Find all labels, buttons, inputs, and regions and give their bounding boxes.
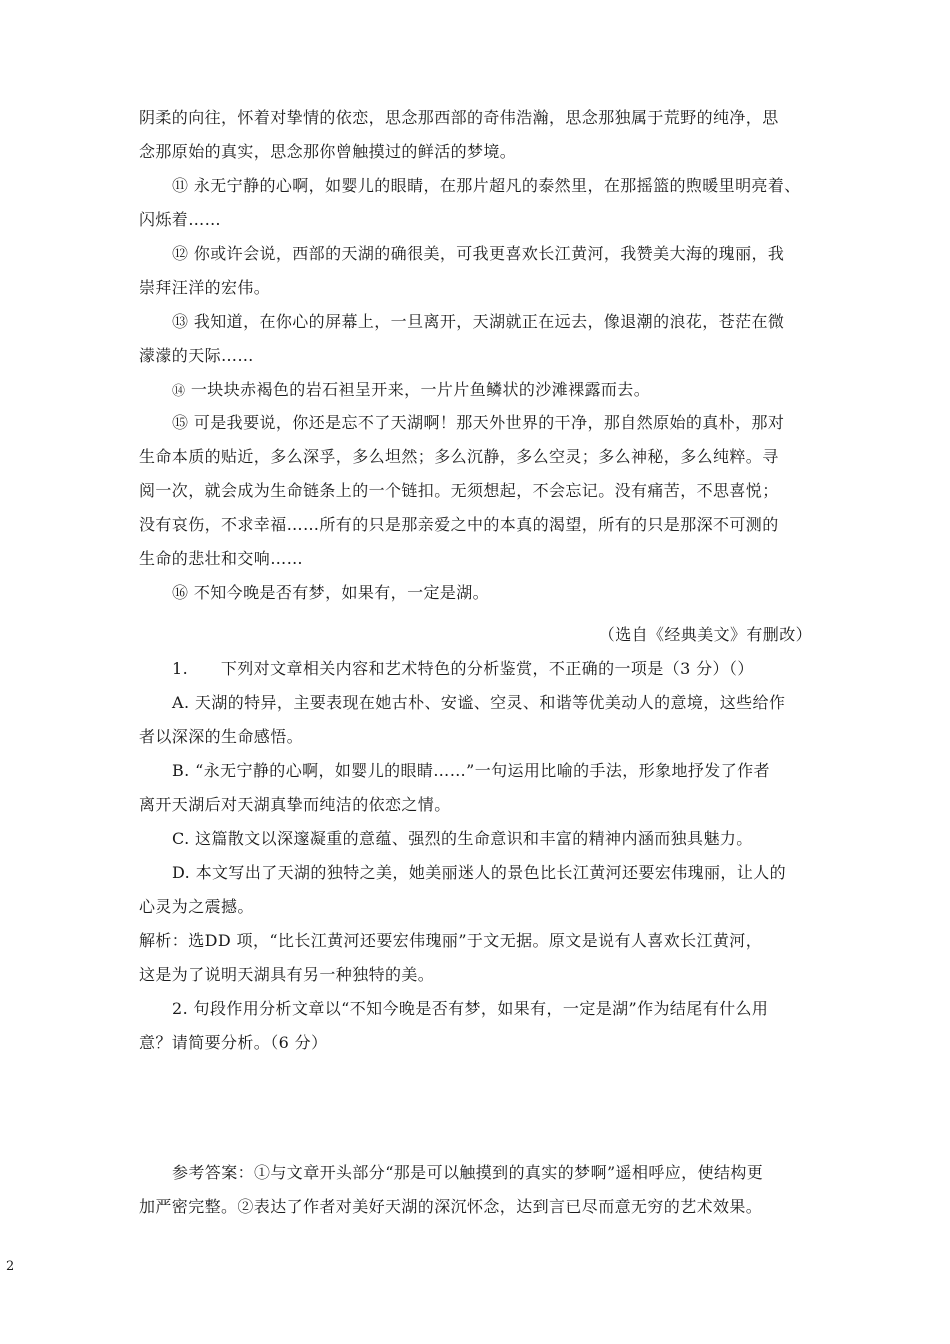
reference-answer: 参考答案：①与文章开头部分“那是可以触摸到的真实的梦啊”遥相呼应，使结构更 <box>172 1163 764 1182</box>
analysis: 解析：选DD 项，“比长江黄河还要宏伟瑰丽”于文无据。原文是说有人喜欢长江黄河， <box>139 931 763 950</box>
source-citation: （选自《经典美文》有删改） <box>598 625 812 644</box>
option-a: A. 天湖的特异，主要表现在她古朴、安谧、空灵、和谐等优美动人的意境，这些给作 <box>172 693 786 712</box>
paragraph-number: ⑭ <box>172 384 186 399</box>
passage-line: 没有哀伤，不求幸福……所有的只是那亲爱之中的本真的渴望，所有的只是那深不可测的 <box>139 515 779 534</box>
question-1-stem: 1. 下列对文章相关内容和艺术特色的分析鉴赏，不正确的一项是（3 分）（） <box>172 659 754 678</box>
passage-line: 生命本质的贴近，多么深孚，多么坦然；多么沉静，多么空灵；多么神秘，多么纯粹。寻 <box>139 447 779 466</box>
option-b: B. “永无宁静的心啊，如婴儿的眼睛……”一句运用比喻的手法，形象地抒发了作者 <box>172 761 770 780</box>
option-b-cont: 离开天湖后对天湖真挚而纯洁的依恋之情。 <box>139 795 451 814</box>
paragraph-12: ⑫ 你或许会说，西部的天湖的确很美，可我更喜欢长江黄河，我赞美大海的瑰丽，我 <box>172 244 785 263</box>
passage-line: 崇拜汪洋的宏伟。 <box>139 278 271 297</box>
option-a-cont: 者以深深的生命感悟。 <box>139 727 304 746</box>
passage-line: 阅一次，就会成为生命链条上的一个链扣。无须想起，不会忘记。没有痛苦，不思喜悦； <box>139 481 779 500</box>
page-number: 2 <box>6 1259 15 1274</box>
question-2-stem: 2. 句段作用分析文章以“不知今晚是否有梦，如果有，一定是湖”作为结尾有什么用 <box>172 999 769 1018</box>
question-2-cont: 意？请简要分析。（6 分） <box>139 1033 328 1052</box>
paragraph-13: ⑬ 我知道，在你心的屏幕上，一旦离开，天湖就正在远去，像退潮的浪花，苍茫在微 <box>172 312 785 331</box>
passage-line: 濛濛的天际…… <box>139 346 254 365</box>
option-d-cont: 心灵为之震撼。 <box>139 897 254 916</box>
passage-line: 阴柔的向往，怀着对挚情的依恋，思念那西部的奇伟浩瀚，思念那独属于荒野的纯净，思 <box>139 108 779 127</box>
paragraph-11: ⑪ 永无宁静的心啊，如婴儿的眼睛，在那片超凡的泰然里，在那摇篮的煦暖里明亮着、 <box>172 176 801 195</box>
paragraph-15: ⑮ 可是我要说，你还是忘不了天湖啊！那天外世界的干净，那自然原始的真朴，那对 <box>172 413 785 432</box>
option-c: C. 这篇散文以深邃凝重的意蕴、强烈的生命意识和丰富的精神内涵而独具魅力。 <box>172 829 753 848</box>
paragraph-16: ⑯ 不知今晚是否有梦，如果有，一定是湖。 <box>172 583 490 602</box>
passage-line: 闪烁着…… <box>139 210 222 229</box>
passage-line: 念那原始的真实，思念那你曾触摸过的鲜活的梦境。 <box>139 142 517 161</box>
paragraph-14 <box>172 380 650 402</box>
analysis-cont: 这是为了说明天湖具有另一种独特的美。 <box>139 965 435 984</box>
option-d: D. 本文写出了天湖的独特之美，她美丽迷人的景色比长江黄河还要宏伟瑰丽，让人的 <box>172 863 787 882</box>
reference-answer-cont: 加严密完整。②表达了作者对美好天湖的深沉怀念，达到言已尽而意无穷的艺术效果。 <box>139 1197 763 1216</box>
paragraph-text: 一块块赤褐色的岩石袒呈开来，一片片鱼鳞状的沙滩裸露而去。 <box>185 380 651 399</box>
passage-line: 生命的悲壮和交响…… <box>139 549 304 568</box>
